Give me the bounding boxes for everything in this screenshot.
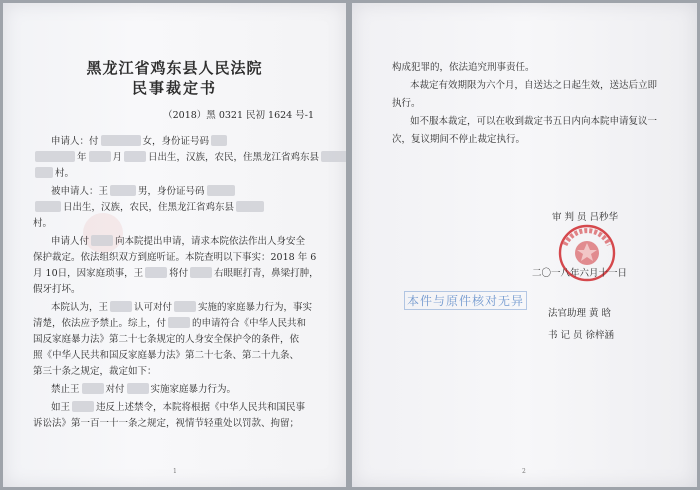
redaction-block	[190, 267, 212, 278]
case-number: （2018）黑 0321 民初 1624 号-1	[163, 110, 314, 121]
left-line-p1c	[33, 265, 319, 279]
text-segment: 村。	[55, 168, 75, 179]
document-page-left	[3, 3, 346, 487]
text-segment: 如王	[51, 402, 71, 413]
left-line-p2d	[33, 347, 299, 361]
left-line-p2b	[33, 315, 306, 329]
redaction-block	[168, 317, 190, 328]
text-segment: 村。	[33, 218, 53, 229]
clerk-line: 书 记 员 徐梓涵	[548, 330, 615, 341]
redaction-block	[72, 401, 94, 412]
certified-copy-stamp: 本件与原件核对无异	[404, 291, 527, 310]
text-segment: 违反上述禁令，本院将根据《中华人民共和国民事	[96, 402, 306, 413]
text-segment: 右眼眶打青，鼻梁打肿，	[214, 268, 319, 279]
text-segment: 月 10日，因家庭琐事，王	[33, 268, 144, 279]
text-segment: 第三十条之规定，裁定如下：	[33, 366, 157, 377]
left-line-p1d	[33, 281, 81, 295]
document-page-right	[352, 3, 697, 487]
text-segment: 被申请人：王	[51, 186, 109, 197]
text-segment: 清楚，依法应予禁止。综上，付	[33, 318, 167, 329]
text-segment: 日出生，汉族，农民，住黑龙江省鸡东县	[148, 152, 320, 163]
redaction-block	[127, 383, 149, 394]
text-segment: 照《中华人民共和国反家庭暴力法》第二十七条、第二十九条、	[33, 350, 300, 361]
text-segment: 女，身份证号码	[142, 136, 210, 147]
ruling-date: 二〇一八年六月十一日	[532, 268, 628, 279]
court-name: 黑龙江省鸡东县人民法院	[86, 59, 263, 77]
redaction-block	[321, 151, 346, 162]
left-line-applicant	[51, 133, 229, 147]
redaction-block	[35, 201, 61, 212]
redaction-block	[35, 167, 53, 178]
left-line-applicant2	[33, 149, 346, 163]
left-line-p2a	[51, 299, 312, 313]
redaction-block	[207, 185, 235, 196]
text-segment: 对付	[105, 384, 125, 395]
text-segment: 假牙打坏。	[33, 284, 81, 295]
redaction-block	[211, 135, 227, 146]
left-line-p1b	[33, 249, 316, 263]
redaction-block	[145, 267, 167, 278]
text-segment: 男，身份证号码	[138, 186, 205, 197]
page-number-left: 1	[173, 468, 177, 475]
left-line-p2e	[33, 363, 157, 377]
page-number-right: 2	[522, 468, 526, 475]
text-segment: 保护裁定。依法组织双方到庭听证。本院查明以下事实：2018 年 6	[33, 252, 317, 263]
redaction-block	[89, 151, 111, 162]
left-line-respondent3	[33, 215, 52, 229]
left-line-p4a	[51, 399, 305, 413]
clerk-assistant-line: 法官助理 黄 晗	[548, 308, 612, 319]
text-segment: 将付	[169, 268, 189, 279]
redaction-block	[124, 151, 146, 162]
left-line-respondent2	[33, 199, 266, 213]
redaction-block	[110, 185, 136, 196]
left-line-p4b	[33, 415, 299, 429]
left-line-p3	[51, 381, 236, 395]
text-segment: 月	[112, 152, 123, 163]
text-segment: 的申请符合《中华人民共和	[192, 318, 307, 329]
document-title: 民事裁定书	[131, 79, 217, 97]
redaction-block	[82, 383, 104, 394]
text-segment: 年	[77, 152, 87, 163]
redaction-block	[110, 301, 132, 312]
right-line-0: 构成犯罪的，依法追究刑事责任。	[392, 62, 535, 73]
text-segment: 禁止王	[51, 384, 80, 395]
right-line-1: 本裁定有效期限为六个月，自送达之日起生效，送达后立即	[410, 80, 658, 91]
left-line-applicant3	[33, 165, 74, 179]
text-segment: 申请人：付	[51, 136, 99, 147]
redaction-block	[91, 235, 113, 246]
text-segment: 向本院提出申请，请求本院依法作出人身安全	[115, 236, 306, 247]
text-segment: 国反家庭暴力法》第二十七条规定的人身安全保护令的条件，依	[33, 334, 300, 345]
text-segment: 申请人付	[51, 236, 90, 247]
left-line-p2c	[33, 331, 299, 345]
redaction-block	[236, 201, 264, 212]
judge-signature-line: 审 判 员 吕秒华	[552, 212, 619, 223]
text-segment: 实施家庭暴力行为。	[150, 384, 237, 395]
right-line-4: 次，复议期间不停止裁定执行。	[392, 134, 526, 145]
redaction-block	[174, 301, 196, 312]
text-segment: 实施的家庭暴力行为，事实	[198, 302, 313, 313]
right-line-3: 如不服本裁定，可以在收到裁定书五日内向本院申请复议一	[410, 116, 658, 127]
right-line-2: 执行。	[392, 98, 421, 109]
text-segment: 认可对付	[134, 302, 173, 313]
redaction-block	[35, 151, 75, 162]
text-segment: 本院认为，王	[51, 302, 109, 313]
text-segment: 日出生，汉族，农民，住黑龙江省鸡东县	[63, 202, 235, 213]
left-line-p1a	[51, 233, 305, 247]
text-segment: 诉讼法》第一百一十一条之规定，视情节轻重处以罚款、拘留；	[33, 418, 300, 429]
left-line-respondent	[51, 183, 237, 197]
redaction-block	[101, 135, 141, 146]
